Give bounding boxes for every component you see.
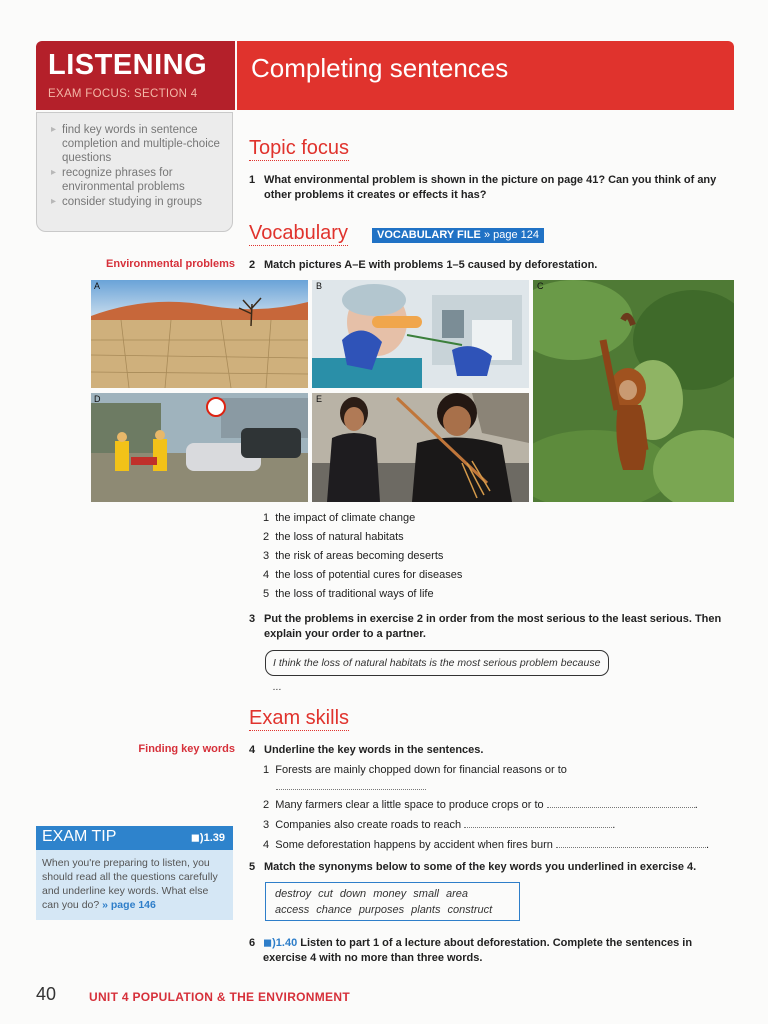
picture-e — [312, 393, 529, 502]
answer-gap[interactable] — [547, 797, 695, 808]
question-1-text: What environmental problem is shown in the picture on page 41? Can you think of any other problems it creates or effects it has? — [264, 174, 717, 201]
picture-label: B — [316, 281, 323, 291]
side-label-finding-key-words: Finding key words — [138, 743, 235, 755]
synonyms-box — [265, 882, 520, 921]
objective-item: ▸ consider studying in groups — [51, 195, 224, 209]
page-number: 40 — [36, 984, 57, 1004]
exam-tip-audio[interactable]: ◼)1.39 — [190, 832, 225, 844]
list-item: 4 the loss of potential cures for diseases — [263, 569, 463, 581]
list-item: 3 Companies also create roads to reach . — [263, 819, 616, 831]
synonyms-line: destroy cut down money small area — [275, 888, 469, 900]
picture-label: D — [94, 394, 101, 404]
audio-icon: ◼) — [190, 832, 204, 844]
audio-track-number[interactable]: 1.40 — [275, 937, 298, 949]
picture-d — [91, 393, 308, 502]
speech-bubble: I think the loss of natural habitats is the most serious problem because ... — [265, 650, 609, 676]
topic-focus-heading: Topic focus — [249, 137, 350, 159]
objectives-box — [36, 112, 233, 232]
question-number: 2 — [249, 259, 256, 271]
list-item: 2 the loss of natural habitats — [263, 531, 404, 543]
question-number: 4 — [249, 744, 256, 756]
section-title: LISTENING — [48, 49, 208, 81]
exam-tip-body: When you're preparing to listen, you should read all the questions carefully and underline key words. What else can you do? » page 146 — [36, 850, 233, 920]
answer-gap[interactable] — [464, 817, 612, 828]
list-item: 4 Some deforestation happens by accident when fires burn . — [263, 839, 709, 851]
objective-item: ▸ find key words in sentence completion and multiple-choice questions — [51, 123, 224, 165]
picture-label: C — [537, 281, 544, 291]
picture-c — [533, 280, 734, 502]
objective-item: ▸ recognize phrases for environmental problems — [51, 166, 224, 194]
list-item: 2 Many farmers clear a little space to produce crops or to . — [263, 799, 698, 811]
list-item: 1 the impact of climate change — [263, 512, 416, 524]
picture-label: A — [94, 281, 101, 291]
question-6-text: ◼)1.40 Listen to part 1 of a lecture about deforestation. Complete the sentences in exercise 4 with no more than three words. — [263, 937, 693, 964]
picture-label: E — [316, 394, 323, 404]
vocabulary-heading: Vocabulary — [249, 222, 348, 244]
synonyms-line: access chance purposes plants construct — [275, 904, 493, 916]
unit-title: UNIT 4 POPULATION & THE ENVIRONMENT — [89, 990, 350, 1004]
question-number: 5 — [249, 861, 256, 873]
question-4-text: Underline the key words in the sentences. — [264, 744, 484, 756]
list-item: 3 the risk of areas becoming deserts — [263, 550, 444, 562]
answer-gap[interactable] — [556, 837, 706, 848]
exam-tip-page-link[interactable]: » page 146 — [102, 899, 156, 911]
list-item: 1 Forests are mainly chopped down for financial reasons or to — [263, 764, 567, 776]
list-item: 5 the loss of traditional ways of life — [263, 588, 434, 600]
question-number: 6 — [249, 937, 256, 949]
title-banner — [237, 41, 734, 110]
vocabulary-file-link[interactable]: VOCABULARY FILE » page 124 — [372, 228, 544, 243]
picture-a — [91, 280, 308, 388]
answer-gap[interactable] — [276, 779, 426, 790]
exam-tip-title: EXAM TIP — [42, 828, 117, 845]
page-title: Completing sentences — [251, 53, 509, 83]
section-banner — [36, 41, 235, 110]
picture-b — [312, 280, 529, 388]
exam-tip-header — [36, 826, 233, 850]
question-2-text: Match pictures A–E with problems 1–5 caused by deforestation. — [264, 259, 598, 271]
exam-skills-heading: Exam skills — [249, 707, 350, 729]
question-3-text: Put the problems in exercise 2 in order from the most serious to the least serious. Then explain your order to a partner. — [264, 613, 722, 640]
question-number: 1 — [249, 174, 256, 186]
question-5-text: Match the synonyms below to some of the key words you underlined in exercise 4. — [264, 861, 697, 873]
side-label-environmental-problems: Environmental problems — [106, 258, 235, 270]
audio-icon[interactable]: ◼) — [263, 937, 276, 949]
exam-focus-label: EXAM FOCUS: SECTION 4 — [48, 88, 198, 100]
question-number: 3 — [249, 613, 256, 625]
problems-list — [263, 511, 563, 602]
